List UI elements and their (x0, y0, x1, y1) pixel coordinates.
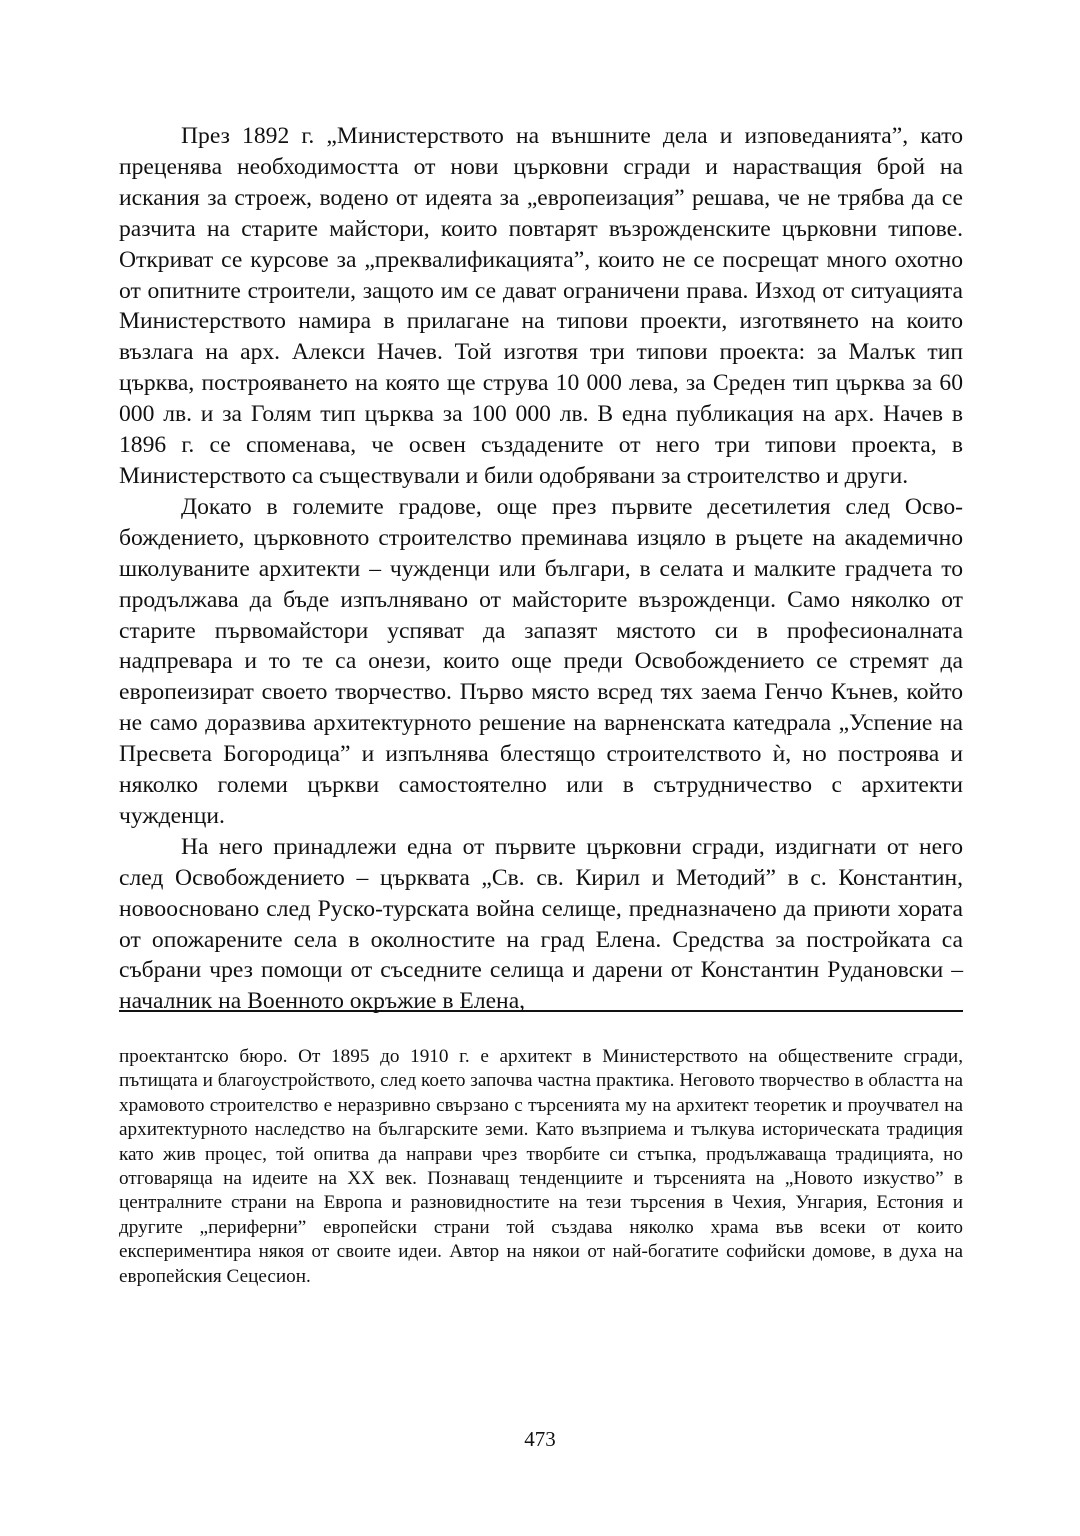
paragraph-3: На него принадлежи една от първите църковни сгради, издигнати от него след Освобождението – църквата „Св. св. Кирил и Методий” в с. Константин, новооснoвано след Руско-турската война селище, предназначено да приюти хората от опожарените села в околностите на град Елена. Средства за постройката са събрани чрез помощи от съседните селища и дарени от Константин Рудановски – началник на Военното окръжие в Елена, (119, 833, 963, 1015)
page-number: 473 (524, 1427, 556, 1451)
paragraph-1: През 1892 г. „Министерството на външните дела и изповеданията”, като преценявa необходимостта от нови църковни сгради и нарастващия брой на искания за строеж, водено от идеята за „европеизация” решава, че не трябва да се разчита на старите майстори, които повтарят възрожденските църковни типове. Откриват се курсове за „преквалификацията”, които не се посрещат много охотно от опитните строители, защото им се дават ограничени права. Изход от ситуацията Министерството намира в прилагане на типови проекти, изготвянето на които възлага на арх. Алекси Начев. Той изготвя три типови проекта: за Малък тип църква, построяването на която ще струва 10 000 лева, за Среден тип църква за 60 000 лв. и за Голям тип църква за 100 000 лв. В една публикация на арх. Начев в 1896 г. се споменава, че освен създадените от него три типови проекта, в Министерството са съществували и били одобрявани за строителство и други. (119, 123, 963, 489)
footnote-text: проектантско бюро. От 1895 до 1910 г. е архитект в Министерството на обществените сгради, пътищата и благоустройството, след което започва частна практика. Неговото творчество в областта на храмовото строителство е неразривно свързано с търсенията му на архитект теоретик и проучвател на архитектурното наследство на българските земи. Като възприема и тълкува историческата традиция като жив процес, той опитва да направи чрез творбите си стъпка, продължаваща традицията, но отговаряща на идеите на XX век. Познаващ тенденциите и търсенията на „Новото изкуство” в централните страни на Европа и разновидностите на тези търсения в Чехия, Унгария, Естония и другите „периферни” европейски страни той създава няколко храма във всеки от които експериментира някоя от своите идеи. Автор на някои от най-богатите софийски домове, в духа на европейския Сецесион. (119, 1046, 963, 1287)
footnote-separator (119, 1010, 963, 1012)
main-text (119, 121, 963, 1017)
paragraph-2: Докато в големите градове, още през първите десетилетия след Освобождението, църковното строителство преминава изцяло в ръцете на академично школуваните архитекти – чужденци или българи, в селата и малките градчета то продължава да бъде изпълнявано от майсторите възрожденци. Само няколко от старите първомайстори успяват да запазят мястото си в професионалната надпревара и то те са онези, които още преди Освобождението се стремят да европеизират своето творчество. Първо място всред тях заема Генчо Кънев, който не само доразвива архитектурното решение на варненската катедрала „Успение на Пресвета Богородица” и изпълнява блестящо строителството ѝ, но построява и няколко големи църкви самостоятелно или в сътрудничество с архитекти чужденци. (119, 493, 963, 829)
